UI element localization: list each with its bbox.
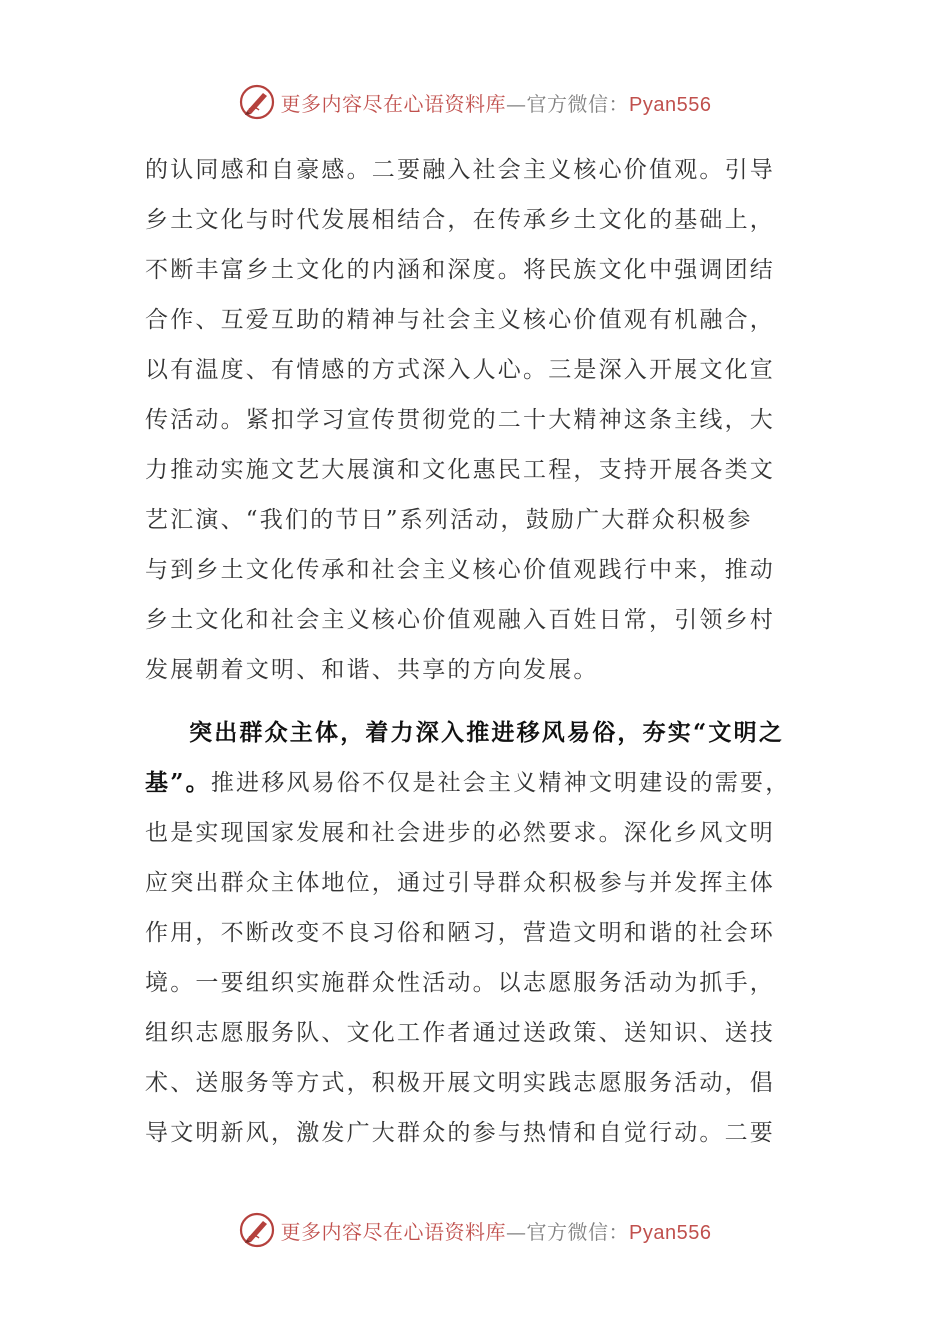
header-brand-text: 更多内容尽在心语资料库 <box>280 91 507 116</box>
text-line <box>145 758 811 808</box>
text-line: 乡土文化与时代发展相结合，在传承乡土文化的基础上， <box>145 207 775 233</box>
body-text <box>145 145 811 1158</box>
text-line: 不断丰富乡土文化的内涵和深度。将民族文化中强调团结 <box>145 257 775 283</box>
text-line: 术、送服务等方式，积极开展文明实践志愿服务活动，倡 <box>145 1070 775 1096</box>
footer-brand-text: 更多内容尽在心语资料库 <box>280 1219 507 1244</box>
text-line: 合作、互爱互助的精神与社会主义核心价值观有机融合， <box>145 307 775 333</box>
text-line-rest: 推进移风易俗不仅是社会主义精神文明建设的需要， <box>210 770 791 796</box>
pen-logo-icon <box>239 1212 275 1248</box>
footer-dash-text: —官方微信： <box>506 1219 630 1244</box>
paragraph-2 <box>145 708 811 1158</box>
text-line: 组织志愿服务队、文化工作者通过送政策、送知识、送技 <box>145 1020 775 1046</box>
text-line: 作用，不断改变不良习俗和陋习，营造文明和谐的社会环 <box>145 920 775 946</box>
text-line: 与到乡土文化传承和社会主义核心价值观践行中来，推动 <box>145 557 775 583</box>
text-line: 乡土文化和社会主义核心价值观融入百姓日常，引领乡村 <box>145 607 775 633</box>
text-line: 导文明新风，激发广大群众的参与热情和自觉行动。二要 <box>145 1120 775 1146</box>
section-heading: 突出群众主体，着力深入推进移风易俗，夯实“文明之 <box>189 719 785 746</box>
header-banner <box>0 80 950 124</box>
footer-wechat-id: Pyan556 <box>629 1221 712 1244</box>
header-dash-text: —官方微信： <box>506 91 630 116</box>
text-line: 力推动实施文艺大展演和文化惠民工程，支持开展各类文 <box>145 457 775 483</box>
header-wechat-id: Pyan556 <box>629 93 712 116</box>
text-line: 发展朝着文明、和谐、共享的方向发展。 <box>145 657 599 683</box>
section-heading-end: 基”。 <box>145 769 211 796</box>
text-line: 的认同感和自豪感。二要融入社会主义核心价值观。引导 <box>145 157 775 183</box>
text-line: 应突出群众主体地位，通过引导群众积极参与并发挥主体 <box>145 870 775 896</box>
paragraph-1 <box>145 145 811 695</box>
text-line: 以有温度、有情感的方式深入人心。三是深入开展文化宣 <box>145 357 775 383</box>
footer-banner <box>0 1208 950 1252</box>
text-line: 也是实现国家发展和社会进步的必然要求。深化乡风文明 <box>145 820 775 846</box>
text-line: 传活动。紧扣学习宣传贯彻党的二十大精神这条主线，大 <box>145 407 775 433</box>
text-line: 境。一要组织实施群众性活动。以志愿服务活动为抓手， <box>145 970 775 996</box>
text-line: 艺汇演、“我们的节日”系列活动，鼓励广大群众积极参 <box>145 507 753 533</box>
pen-logo-icon <box>239 84 275 120</box>
